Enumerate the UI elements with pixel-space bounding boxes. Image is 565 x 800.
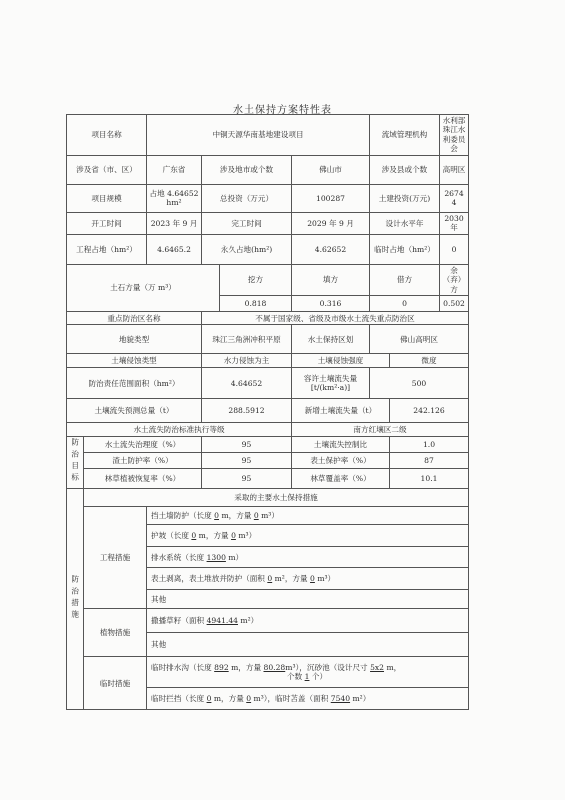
start-label: 开工时间 <box>67 212 147 234</box>
total-invest: 100287 <box>292 184 370 212</box>
measure-item <box>147 525 469 547</box>
end-time: 2029 年 9 月 <box>292 212 370 234</box>
landform-label: 地貌类型 <box>67 325 202 354</box>
measures-header: 采取的主要水土保持措施 <box>84 489 469 507</box>
eng-measures-label: 工程措施 <box>84 507 147 609</box>
total-invest-label: 总投资（万元） <box>202 184 292 212</box>
county: 高明区 <box>440 155 469 184</box>
measure-text: m³） <box>317 574 336 584</box>
spoil-value: 0.502 <box>440 296 469 312</box>
table-row <box>67 609 469 633</box>
measure-text: 挡土墙防护（长度 <box>151 511 212 521</box>
measure-value: 0 <box>310 574 315 584</box>
measure-text: m） <box>228 552 244 562</box>
measure-text: m³），沉砂池（设计尺寸 <box>285 662 368 672</box>
measure-text: 排水系统（长度 <box>151 552 205 562</box>
measure-text: 临时排水沟（长度 <box>151 662 212 672</box>
spoil-header: 余（弃）方 <box>440 264 469 295</box>
civil-invest-label: 土建投资(万元) <box>370 184 440 212</box>
measure-value: 0 <box>231 531 236 541</box>
landform-value: 珠江三角洲冲积平原 <box>202 325 292 354</box>
county-label: 涉及县或个数 <box>370 155 440 184</box>
table-row <box>67 115 469 156</box>
measure-text: m，方量 <box>213 694 244 704</box>
table-row <box>67 325 469 354</box>
target-value: 87 <box>390 453 469 469</box>
table-row <box>67 437 469 453</box>
perm-area-label: 永久占地(hm²) <box>202 234 292 264</box>
measure-item <box>147 609 469 633</box>
measure-text: m³），临时苫盖（面积 <box>253 694 329 704</box>
measure-value: 4941.44 <box>206 616 238 626</box>
measure-text: 个） <box>311 672 328 682</box>
target-value: 10.1 <box>390 469 469 489</box>
target-value: 95 <box>202 437 292 453</box>
measure-value: 0 <box>246 694 252 704</box>
erosion-degree: 微度 <box>390 354 469 368</box>
new-loss: 242.126 <box>390 399 469 423</box>
veg-measures-label: 植物措施 <box>84 609 147 657</box>
measure-value: 80.28 <box>263 662 286 672</box>
measure-text: 临时拦挡（长度 <box>151 694 205 704</box>
erosion-type-label: 土壤侵蚀类型 <box>67 354 202 368</box>
design-year: 2030 年 <box>440 212 469 234</box>
measure-text: m，方量 <box>221 511 252 521</box>
table-row <box>67 234 469 264</box>
resp-area-label: 防治责任范围面积（hm²） <box>67 368 202 399</box>
measure-item <box>147 507 469 525</box>
measure-value: 0 <box>253 511 259 521</box>
measure-value: 5x2 <box>370 662 385 672</box>
project-name: 中铜天源华南基地建设项目 <box>147 115 370 156</box>
table-row <box>67 212 469 234</box>
target-label: 表土保护率（%） <box>292 453 390 469</box>
table-row <box>67 657 469 688</box>
measure-item: 其他 <box>147 590 469 609</box>
measure-text: m²，方量 <box>274 574 308 584</box>
measures-group-label <box>67 489 84 710</box>
measure-value: 0 <box>267 574 273 584</box>
pred-loss-label: 土壤流失预测总量（t） <box>67 399 202 423</box>
target-label: 渣土防护率（%） <box>84 453 202 469</box>
measure-value: 1300 <box>206 552 226 562</box>
table-row <box>67 184 469 212</box>
table-row <box>67 423 469 437</box>
measure-text: 个数 <box>287 672 303 682</box>
page-title: 水土保持方案特性表 <box>233 105 332 116</box>
earthwork-label: 土石方量（万 m³） <box>67 264 220 311</box>
measure-value: 0 <box>214 511 220 521</box>
end-label: 完工时间 <box>202 212 292 234</box>
allow-loss: 500 <box>370 368 469 399</box>
measure-item <box>147 568 469 590</box>
target-label: 林草植被恢复率（%） <box>84 469 202 489</box>
fill-header: 填方 <box>292 264 370 295</box>
allow-loss-unit: [t/(km²·a)] <box>310 383 351 393</box>
measure-text: m，方量 <box>231 662 262 672</box>
zone-value: 佛山高明区 <box>370 325 469 354</box>
authority: 水利部珠江水利委员会 <box>440 115 469 156</box>
table-row <box>67 354 469 368</box>
measure-item <box>147 657 469 688</box>
measure-text: 撒播草籽（面积 <box>151 616 205 626</box>
measure-item <box>147 688 469 710</box>
zone-label: 水土保持区划 <box>292 325 370 354</box>
table-row <box>67 469 469 489</box>
civil-invest: 26744 <box>440 184 469 212</box>
authority-label: 流域管理机构 <box>370 115 440 156</box>
target-value: 95 <box>202 453 292 469</box>
erosion-type: 水力侵蚀为主 <box>202 354 292 368</box>
measure-text: m³） <box>261 511 279 521</box>
key-area-value: 不属于国家级、省级及市级水土流失重点防治区 <box>202 312 469 325</box>
borrow-header: 借方 <box>370 264 440 295</box>
tmp-measures-label: 临时措施 <box>84 657 147 710</box>
table-row <box>67 453 469 469</box>
table-row <box>67 507 469 525</box>
target-label: 水土流失治理度（%） <box>84 437 202 453</box>
target-value: 1.0 <box>390 437 469 453</box>
table-row <box>67 312 469 325</box>
key-area-label: 重点防治区名称 <box>67 312 202 325</box>
province-label: 涉及省（市、区） <box>67 155 147 184</box>
target-label: 林草覆盖率（%） <box>292 469 390 489</box>
scale: 占地 4.64652 hm² <box>147 184 202 212</box>
start-time: 2023 年 9 月 <box>147 212 202 234</box>
table-row <box>67 489 469 507</box>
standard-label: 水土流失防治标准执行等级 <box>67 423 292 437</box>
pred-loss: 288.5912 <box>202 399 292 423</box>
allow-loss-text: 容许土壤流失量 <box>303 373 358 383</box>
table-row <box>67 155 469 184</box>
area-label: 工程占地（hm²） <box>67 234 147 264</box>
perm-area: 4.62652 <box>292 234 370 264</box>
measure-value: 7540 <box>330 694 351 704</box>
measure-text: 表土剥离，表土堆放并防护（面积 <box>151 574 265 584</box>
city-label: 涉及地市或个数 <box>202 155 292 184</box>
standard-value: 南方红壤区二级 <box>292 423 469 437</box>
temp-area: 0 <box>440 234 469 264</box>
target-value: 95 <box>202 469 292 489</box>
temp-area-label: 临时占地（hm²） <box>370 234 440 264</box>
borrow-value: 0 <box>370 296 440 312</box>
targets-group-text: 防治目标 <box>70 438 80 485</box>
measure-text: m³） <box>238 531 257 541</box>
resp-area: 4.64652 <box>202 368 292 399</box>
measure-item <box>147 547 469 568</box>
measure-value: 892 <box>214 662 229 672</box>
new-loss-label: 新增土壤流失量（t） <box>292 399 390 423</box>
table-row <box>67 399 469 423</box>
area: 4.6465.2 <box>147 234 202 264</box>
table-row <box>67 264 469 295</box>
table-row <box>67 368 469 399</box>
cut-value: 0.818 <box>220 296 292 312</box>
characteristics-table <box>66 114 469 710</box>
project-name-label: 项目名称 <box>67 115 147 156</box>
measure-text: m²） <box>240 616 259 626</box>
measure-text: 护坡（长度 <box>151 531 189 541</box>
measure-text: m，方量 <box>198 531 229 541</box>
measure-text: m²） <box>352 694 371 704</box>
scale-label: 项目规模 <box>67 184 147 212</box>
fill-value: 0.316 <box>292 296 370 312</box>
measure-value: 1 <box>304 672 310 682</box>
measure-value: 0 <box>191 531 197 541</box>
allow-loss-label <box>292 368 370 399</box>
measures-group-text: 防治措施 <box>70 574 80 622</box>
province: 广东省 <box>147 155 202 184</box>
measure-item: 其他 <box>147 633 469 657</box>
erosion-degree-label: 土壤侵蚀强度 <box>292 354 390 368</box>
design-year-label: 设计水平年 <box>370 212 440 234</box>
target-label: 土壤流失控制比 <box>292 437 390 453</box>
measure-text: m， <box>386 662 402 672</box>
city: 佛山市 <box>292 155 370 184</box>
targets-group-label <box>67 437 84 489</box>
measure-value: 0 <box>206 694 212 704</box>
cut-header: 挖方 <box>220 264 292 295</box>
